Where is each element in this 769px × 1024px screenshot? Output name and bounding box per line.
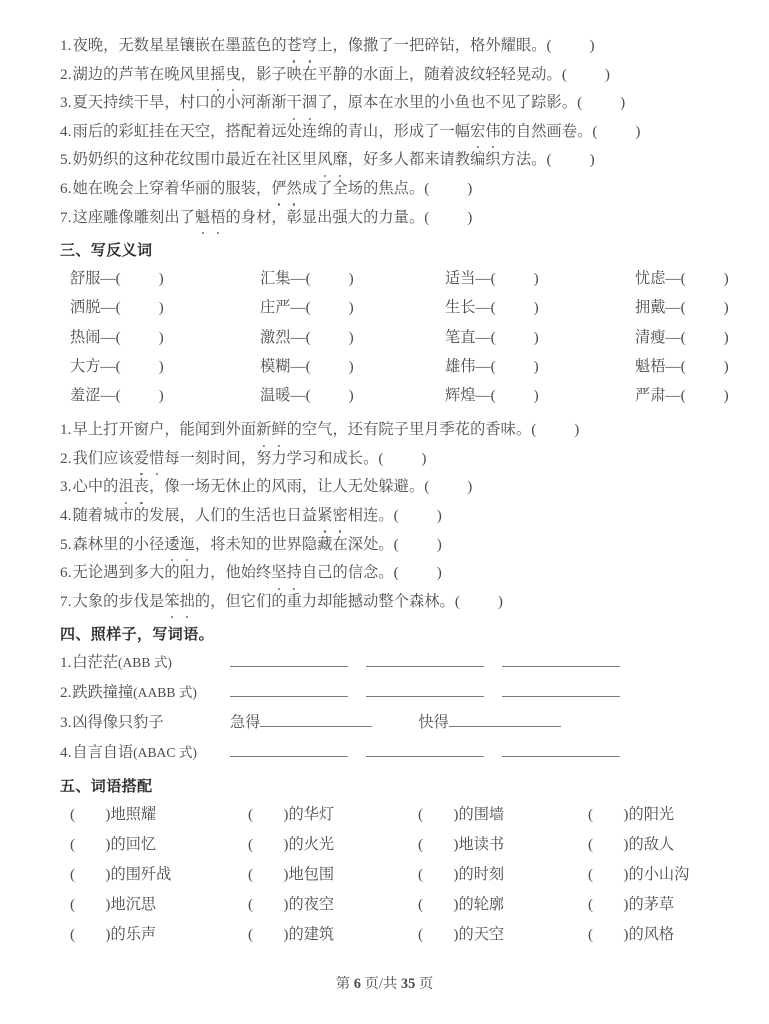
collocation-tail-word: 地包围 <box>288 866 335 884</box>
antonym-grid <box>70 264 729 410</box>
antonym-pair <box>445 352 635 381</box>
antonym-pair <box>70 293 260 322</box>
answer-parenthesis[interactable]: ( ) <box>424 179 473 197</box>
collocation-item <box>418 800 588 830</box>
sentence-row <box>60 146 729 175</box>
collocation-item <box>248 860 418 890</box>
sentence-row <box>60 89 729 118</box>
sentence-row <box>60 118 729 147</box>
collocation-answer-parenthesis[interactable]: ( ) <box>70 926 111 944</box>
antonym-word: 拥戴 <box>635 299 666 317</box>
collocation-tail-word: 的阳光 <box>628 806 675 824</box>
collocation-item <box>248 830 418 860</box>
antonym-dash: — <box>665 299 681 317</box>
antonym-pair <box>70 381 260 410</box>
antonym-answer-parenthesis[interactable]: ( ) <box>680 386 729 404</box>
sentence-number: 2. <box>60 65 72 83</box>
pattern-type-tag: (ABB 式) <box>117 655 172 671</box>
emphasis-dot-char: 迤 <box>180 531 195 560</box>
sentence-row <box>60 32 729 61</box>
antonym-word: 舒服 <box>70 270 101 288</box>
collocation-item <box>248 920 418 950</box>
collocation-tail-word: 的建筑 <box>288 926 335 944</box>
collocation-answer-parenthesis[interactable]: ( ) <box>70 836 111 854</box>
antonym-pair <box>635 352 765 381</box>
pattern-number: 2. <box>60 684 72 702</box>
antonym-dash: — <box>665 386 681 404</box>
collocation-tail-word: 的火光 <box>288 836 335 854</box>
collocation-answer-parenthesis[interactable]: ( ) <box>588 806 629 824</box>
antonym-pair <box>260 264 445 293</box>
section-four-heading: 四、照样子，写词语。 <box>60 626 215 644</box>
sentence-number: 4. <box>60 506 72 524</box>
answer-parenthesis[interactable]: ( ) <box>577 94 626 112</box>
collocation-item <box>70 800 248 830</box>
answer-blank-line[interactable] <box>449 709 561 727</box>
sentence-text: 森林里的小径逶迤，将未知的世界隐藏在深处。 <box>73 536 394 553</box>
antonym-answer-parenthesis[interactable]: ( ) <box>490 357 539 375</box>
sentence-number: 7. <box>60 592 72 610</box>
antonym-dash: — <box>475 270 491 288</box>
answer-blank-line[interactable] <box>502 649 620 667</box>
emphasis-dot-char: 坚 <box>271 559 286 588</box>
answer-parenthesis[interactable]: ( ) <box>424 208 473 226</box>
collocation-answer-parenthesis[interactable]: ( ) <box>418 806 459 824</box>
pattern-row <box>60 738 729 768</box>
collocation-item <box>418 890 588 920</box>
antonym-answer-parenthesis[interactable]: ( ) <box>305 357 354 375</box>
pattern-number: 3. <box>60 714 72 732</box>
answer-blank-line[interactable] <box>260 709 372 727</box>
page-footer <box>0 972 769 993</box>
collocation-answer-parenthesis[interactable]: ( ) <box>248 866 289 884</box>
answer-parenthesis[interactable]: ( ) <box>393 506 442 524</box>
emphasis-dot-char: 靡 <box>333 146 348 175</box>
collocation-answer-parenthesis[interactable]: ( ) <box>70 866 111 884</box>
antonym-pair <box>635 264 765 293</box>
sentence-text: 夜晚，无数星星镶嵌在墨蓝色的苍穹上，像撒了一把碎钻，格外耀眼。 <box>73 37 547 54</box>
antonym-answer-parenthesis[interactable]: ( ) <box>680 357 729 375</box>
pattern-row <box>60 708 729 738</box>
antonym-answer-parenthesis[interactable]: ( ) <box>115 270 164 288</box>
emphasis-dot-char: 丧 <box>134 473 149 502</box>
antonym-word: 庄严 <box>260 299 291 317</box>
antonym-answer-parenthesis[interactable]: ( ) <box>115 386 164 404</box>
antonym-pair <box>635 323 765 352</box>
answer-parenthesis[interactable]: ( ) <box>561 65 610 83</box>
emphasis-dot-char: 涸 <box>302 89 317 118</box>
collocation-item <box>418 920 588 950</box>
antonym-answer-parenthesis[interactable]: ( ) <box>115 357 164 375</box>
emphasis-dot-char: 密 <box>333 502 348 531</box>
sentence-row <box>60 559 729 588</box>
antonym-word: 辉煌 <box>445 386 476 404</box>
collocation-tail-word: 的围歼战 <box>110 866 172 884</box>
collocation-item <box>588 830 728 860</box>
sentence-text: 雨后的彩虹挂在天空，搭配着远处连绵的青山，形成了一幅宏伟的自然画卷。 <box>73 123 593 140</box>
antonym-dash: — <box>290 386 306 404</box>
antonym-word: 适当 <box>445 270 476 288</box>
antonym-dash: — <box>665 270 681 288</box>
answer-blank-line[interactable] <box>230 649 348 667</box>
sentence-text: 无论遇到多大的阻力，他始终坚持自己的信念。 <box>73 564 394 581</box>
collocation-item <box>70 860 248 890</box>
answer-parenthesis[interactable]: ( ) <box>393 564 442 582</box>
antonym-dash: — <box>290 357 306 375</box>
antonym-answer-parenthesis[interactable]: ( ) <box>490 386 539 404</box>
collocation-item <box>588 890 728 920</box>
collocation-item <box>588 920 728 950</box>
antonym-word: 忧虑 <box>635 270 666 288</box>
antonym-pair <box>260 381 445 410</box>
collocation-tail-word: 的小山沟 <box>628 866 690 884</box>
collocation-tail-word: 地照耀 <box>110 806 157 824</box>
antonym-pair <box>445 323 635 352</box>
pattern-example: 自言自语 <box>72 744 134 762</box>
collocation-tail-word: 的风格 <box>628 926 675 944</box>
pattern-example: 跌跌撞撞 <box>72 684 134 702</box>
collocation-tail-word: 的时刻 <box>458 866 505 884</box>
antonym-answer-parenthesis[interactable]: ( ) <box>115 328 164 346</box>
answer-parenthesis[interactable]: ( ) <box>424 478 473 496</box>
antonym-pair <box>635 293 765 322</box>
antonym-answer-parenthesis[interactable]: ( ) <box>680 299 729 317</box>
collocation-answer-parenthesis[interactable]: ( ) <box>248 926 289 944</box>
sentence-number: 6. <box>60 179 72 197</box>
antonym-pair <box>445 264 635 293</box>
collocation-answer-parenthesis[interactable]: ( ) <box>248 896 289 914</box>
antonym-word: 激烈 <box>260 328 291 346</box>
section-three-heading: 三、写反义词 <box>60 242 153 260</box>
collocation-answer-parenthesis[interactable]: ( ) <box>588 926 629 944</box>
collocation-answer-parenthesis[interactable]: ( ) <box>70 806 111 824</box>
emphasis-dot-char: 紧 <box>317 502 332 531</box>
sentence-number: 1. <box>60 421 72 439</box>
collocation-tail-word: 地读书 <box>458 836 505 854</box>
antonym-answer-parenthesis[interactable]: ( ) <box>305 328 354 346</box>
antonym-pair <box>260 293 445 322</box>
sentence-text: 夏天持续干旱，村口的小河渐渐干涸了，原本在水里的小鱼也不见了踪影。 <box>73 94 578 111</box>
pattern-type-tag: (ABAC 式) <box>133 745 197 761</box>
collocation-answer-parenthesis[interactable]: ( ) <box>588 836 629 854</box>
pattern-row-list <box>60 648 729 768</box>
answer-parenthesis[interactable]: ( ) <box>592 122 641 140</box>
sentence-text: 大象的步伐是笨拙的，但它们的重力却能撼动整个森林。 <box>73 593 455 610</box>
emphasis-dot-char: 宏 <box>470 118 485 147</box>
emphasis-dot-char: 鲜 <box>271 416 286 445</box>
emphasis-dot-char: 摇 <box>210 61 225 90</box>
collocation-tail-word: 的轮廓 <box>458 896 505 914</box>
emphasis-dot-char: 持 <box>287 559 302 588</box>
answer-parenthesis[interactable]: ( ) <box>546 37 595 54</box>
antonym-answer-parenthesis[interactable]: ( ) <box>490 328 539 346</box>
answer-parenthesis[interactable]: ( ) <box>393 535 442 553</box>
antonym-word: 大方 <box>70 357 101 375</box>
emphasis-dot-char: 然 <box>287 175 302 204</box>
collocation-item <box>588 800 728 830</box>
pattern-lead-word: 急得 <box>230 714 261 732</box>
section-three-sentence-list <box>60 416 729 616</box>
collocation-answer-parenthesis[interactable]: ( ) <box>588 866 629 884</box>
antonym-dash: — <box>100 270 116 288</box>
answer-blank-line[interactable] <box>502 679 620 697</box>
collocation-tail-word: 的敌人 <box>628 836 675 854</box>
antonym-answer-parenthesis[interactable]: ( ) <box>490 299 539 317</box>
sentence-row <box>60 445 729 474</box>
answer-parenthesis[interactable]: ( ) <box>531 421 580 439</box>
answer-parenthesis[interactable]: ( ) <box>546 151 595 169</box>
antonym-answer-parenthesis[interactable]: ( ) <box>680 328 729 346</box>
answer-blank-line[interactable] <box>230 679 348 697</box>
antonym-answer-parenthesis[interactable]: ( ) <box>115 299 164 317</box>
pattern-label <box>60 678 230 708</box>
pattern-row <box>60 678 729 708</box>
antonym-word: 生长 <box>445 299 476 317</box>
sentence-row <box>60 175 729 204</box>
collocation-answer-parenthesis[interactable]: ( ) <box>418 896 459 914</box>
footer-suffix: 页 <box>418 976 434 992</box>
sentence-row <box>60 204 729 233</box>
antonym-word: 严肃 <box>635 386 666 404</box>
pattern-label <box>60 648 230 678</box>
antonym-pair <box>635 381 765 410</box>
collocation-tail-word: 的茅草 <box>628 896 675 914</box>
collocation-item <box>418 860 588 890</box>
pattern-number: 1. <box>60 654 72 672</box>
antonym-pair <box>70 323 260 352</box>
sentence-number: 4. <box>60 122 72 140</box>
sentence-text: 湖边的芦苇在晚风里摇曳，影子映在平静的水面上，随着波纹轻轻晃动。 <box>73 66 562 83</box>
antonym-word: 洒脱 <box>70 299 101 317</box>
collocation-answer-parenthesis[interactable]: ( ) <box>418 866 459 884</box>
collocation-tail-word: 地沉思 <box>110 896 157 914</box>
sentence-row <box>60 416 729 445</box>
antonym-dash: — <box>100 328 116 346</box>
emphasis-dot-char: 沮 <box>118 473 133 502</box>
collocation-tail-word: 的围墙 <box>458 806 505 824</box>
sentence-row <box>60 502 729 531</box>
emphasis-dot-char: 俨 <box>271 175 286 204</box>
antonym-word: 清瘦 <box>635 328 666 346</box>
antonym-answer-parenthesis[interactable]: ( ) <box>305 299 354 317</box>
antonym-dash: — <box>475 299 491 317</box>
emphasis-dot-char: 伟 <box>485 118 500 147</box>
collocation-item <box>248 890 418 920</box>
sentence-number: 1. <box>60 37 72 54</box>
antonym-dash: — <box>475 328 491 346</box>
collocation-answer-parenthesis[interactable]: ( ) <box>418 926 459 944</box>
antonym-word: 魁梧 <box>635 357 666 375</box>
pattern-row <box>60 648 729 678</box>
antonym-dash: — <box>290 299 306 317</box>
emphasis-dot-char: 干 <box>287 89 302 118</box>
antonym-dash: — <box>665 357 681 375</box>
sentence-text: 这座雕像雕刻出了魁梧的身材，彰显出强大的力量。 <box>73 209 425 226</box>
collocation-grid <box>70 800 729 950</box>
emphasis-dot-char: 曳 <box>225 61 240 90</box>
antonym-dash: — <box>475 357 491 375</box>
antonym-pair <box>70 264 260 293</box>
footer-middle: 页/共 <box>364 976 398 992</box>
emphasis-dot-char: 新 <box>256 416 271 445</box>
emphasis-dot-char: 逶 <box>164 531 179 560</box>
emphasis-dot-char: 风 <box>317 146 332 175</box>
pattern-lead-word: 快得 <box>418 714 449 732</box>
footer-total-pages: 35 <box>400 976 416 992</box>
antonym-word: 温暖 <box>260 386 291 404</box>
sentence-number: 5. <box>60 151 72 169</box>
emphasis-dot-char: 笨 <box>164 588 179 617</box>
pattern-example: 凶得像只豹子 <box>72 714 164 732</box>
collocation-answer-parenthesis[interactable]: ( ) <box>588 896 629 914</box>
emphasis-dot-char: 梧 <box>210 204 225 233</box>
sentence-row <box>60 61 729 90</box>
antonym-dash: — <box>100 357 116 375</box>
antonym-pair <box>70 352 260 381</box>
pattern-label <box>60 708 230 738</box>
emphasis-dot-char: 拙 <box>180 588 195 617</box>
section-five-heading: 五、词语搭配 <box>60 778 153 796</box>
collocation-tail-word: 的回忆 <box>110 836 157 854</box>
antonym-dash: — <box>290 270 306 288</box>
sentence-number: 7. <box>60 208 72 226</box>
answer-parenthesis[interactable]: ( ) <box>454 592 503 610</box>
antonym-word: 雄伟 <box>445 357 476 375</box>
antonym-answer-parenthesis[interactable]: ( ) <box>305 270 354 288</box>
collocation-tail-word: 的乐声 <box>110 926 157 944</box>
collocation-answer-parenthesis[interactable]: ( ) <box>70 896 111 914</box>
pattern-label <box>60 738 230 768</box>
sentence-text: 早上打开窗户，能闻到外面新鲜的空气，还有院子里月季花的香味。 <box>73 421 532 438</box>
collocation-item <box>70 920 248 950</box>
pattern-type-tag: (AABB 式) <box>133 685 197 701</box>
collocation-answer-parenthesis[interactable]: ( ) <box>248 806 289 824</box>
sentence-text: 她在晚会上穿着华丽的服装，俨然成了全场的焦点。 <box>73 180 425 197</box>
sentence-number: 5. <box>60 535 72 553</box>
emphasis-dot-char: 惜 <box>149 445 164 474</box>
antonym-dash: — <box>290 328 306 346</box>
answer-blank-line[interactable] <box>230 739 348 757</box>
antonym-dash: — <box>100 386 116 404</box>
antonym-answer-parenthesis[interactable]: ( ) <box>490 270 539 288</box>
pattern-example: 白茫茫 <box>72 654 118 672</box>
antonym-answer-parenthesis[interactable]: ( ) <box>305 386 354 404</box>
emphasis-dot-char: 爱 <box>134 445 149 474</box>
sentence-row <box>60 588 729 617</box>
sentence-number: 3. <box>60 478 72 496</box>
answer-blank-line[interactable] <box>366 679 484 697</box>
antonym-word: 热闹 <box>70 328 101 346</box>
collocation-item <box>70 830 248 860</box>
sentence-row <box>60 531 729 560</box>
sentence-text: 随着城市的发展，人们的生活也日益紧密相连。 <box>73 507 394 524</box>
antonym-word: 笔直 <box>445 328 476 346</box>
collocation-item <box>70 890 248 920</box>
collocation-item <box>418 830 588 860</box>
sentence-text: 我们应该爱惜每一刻时间，努力学习和成长。 <box>73 450 379 467</box>
sentence-text: 奶奶织的这种花纹围巾最近在社区里风靡，好多人都来请教编织方法。 <box>73 151 547 168</box>
sentence-row <box>60 473 729 502</box>
answer-blank-line[interactable] <box>366 649 484 667</box>
emphasis-dot-char: 魁 <box>195 204 210 233</box>
sentence-number: 6. <box>60 564 72 582</box>
collocation-tail-word: 的夜空 <box>288 896 335 914</box>
collocation-answer-parenthesis[interactable]: ( ) <box>418 836 459 854</box>
antonym-dash: — <box>475 386 491 404</box>
antonym-dash: — <box>100 299 116 317</box>
sentence-text: 心中的沮丧，像一场无休止的风雨，让人无处躲避。 <box>73 478 425 495</box>
answer-blank-line[interactable] <box>366 739 484 757</box>
collocation-tail-word: 的华灯 <box>288 806 335 824</box>
footer-current-page: 6 <box>353 976 361 992</box>
antonym-word: 模糊 <box>260 357 291 375</box>
emphasis-dot-char: 穹 <box>302 32 317 61</box>
antonym-pair <box>260 352 445 381</box>
collocation-answer-parenthesis[interactable]: ( ) <box>248 836 289 854</box>
antonym-answer-parenthesis[interactable]: ( ) <box>680 270 729 288</box>
antonym-word: 汇集 <box>260 270 291 288</box>
collocation-item <box>248 800 418 830</box>
antonym-pair <box>445 381 635 410</box>
section-two-sentence-list <box>60 32 729 232</box>
collocation-tail-word: 的天空 <box>458 926 505 944</box>
sentence-number: 3. <box>60 94 72 112</box>
antonym-word: 羞涩 <box>70 386 101 404</box>
emphasis-dot-char: 苍 <box>287 32 302 61</box>
antonym-pair <box>260 323 445 352</box>
answer-blank-line[interactable] <box>502 739 620 757</box>
sentence-number: 2. <box>60 449 72 467</box>
antonym-dash: — <box>665 328 681 346</box>
footer-prefix: 第 <box>335 976 351 992</box>
answer-parenthesis[interactable]: ( ) <box>378 449 427 467</box>
collocation-item <box>588 860 728 890</box>
pattern-number: 4. <box>60 744 72 762</box>
antonym-pair <box>445 293 635 322</box>
